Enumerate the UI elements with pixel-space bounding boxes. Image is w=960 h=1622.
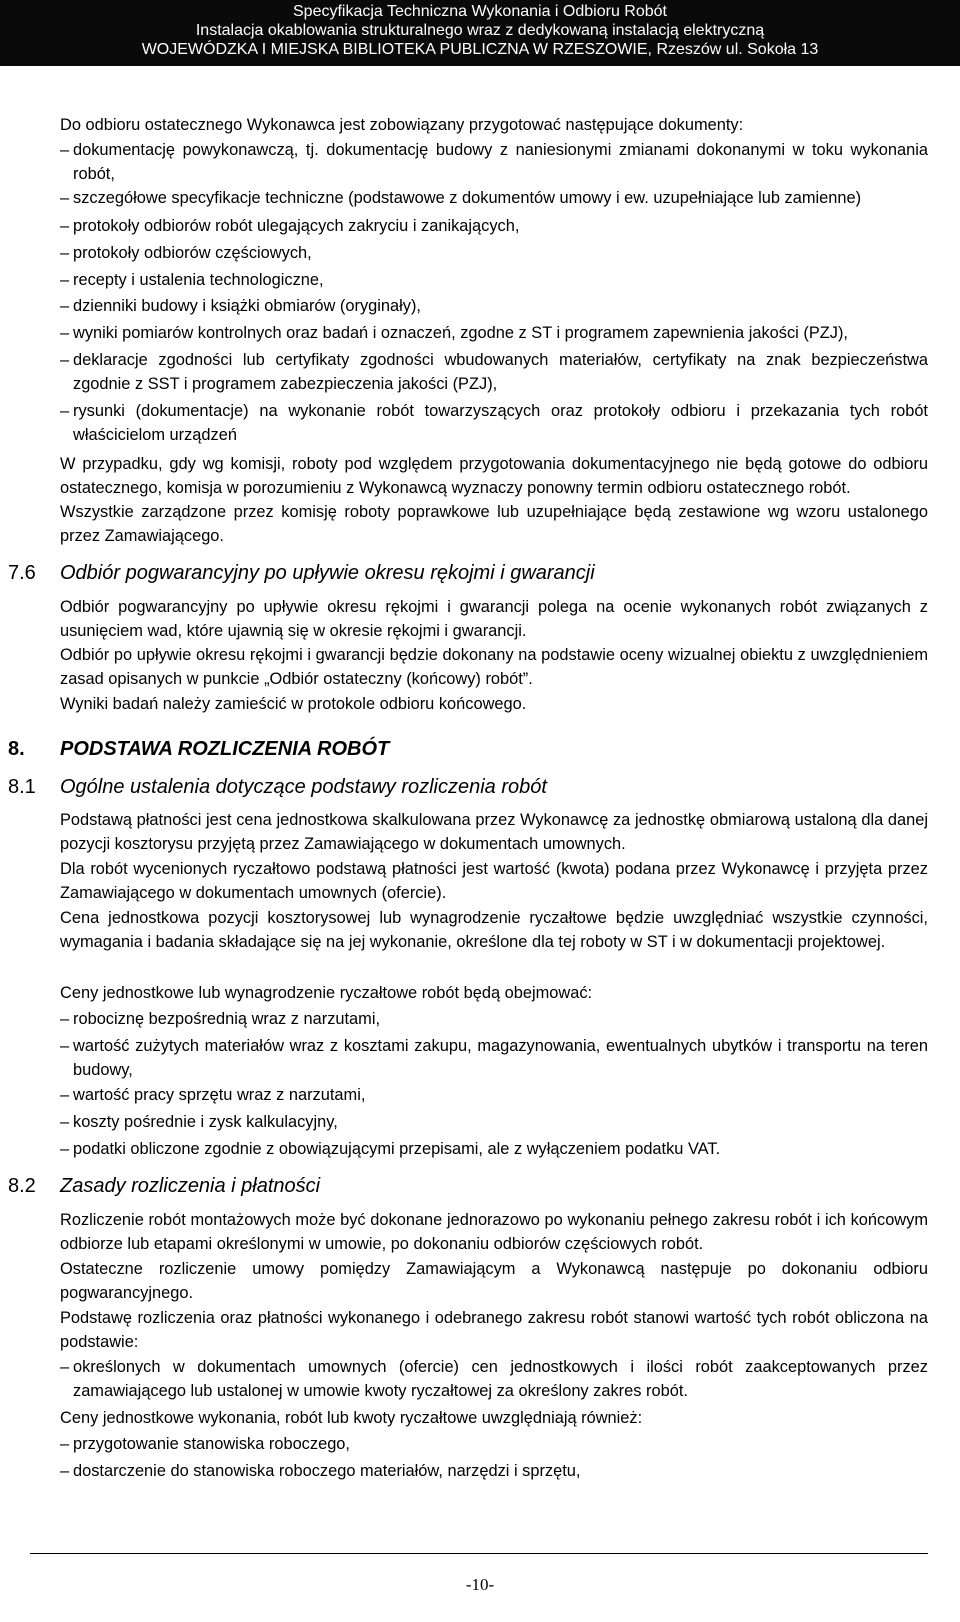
dash-bullet: – [60, 244, 70, 262]
section-heading-8: 8. PODSTAWA ROZLICZENIA ROBÓT [8, 738, 390, 760]
list-item: – recepty i ustalenia technologiczne, [60, 268, 928, 292]
header-subtitle: Instalacja okablowania strukturalnego wraz z dedykowaną instalacją elektryczną [195, 22, 765, 39]
paragraph: Rozliczenie robót montażowych może być dokonane jednorazowo po wykonaniu pełnego zakresu robót i ich końcowym odbiorze lub etapami określonymi w umowie, po dokonaniu odbiorów częściowych robót. [60, 1211, 928, 1254]
list-item: – dostarczenie do stanowiska roboczego materiałów, narzędzi i sprzętu, [60, 1459, 928, 1483]
paragraph: Ceny jednostkowe lub wynagrodzenie ryczałtowe robót będą obejmować: [60, 984, 593, 1002]
dash-bullet: – [60, 351, 70, 369]
paragraph: Wszystkie zarządzone przez komisję roboty poprawkowe lub uzupełniające będą zestawione wg wzoru ustalonego przez Zamawiającego. [60, 503, 928, 546]
dash-bullet: – [60, 271, 70, 289]
list-item: – deklaracje zgodności lub certyfikaty zgodności wbudowanych materiałów, certyfikaty na znak bezpieczeństwa zgodnie z SST i programem zabezpieczenia jakości (PZJ), [60, 348, 928, 396]
list-item: – określonych w dokumentach umownych (ofercie) cen jednostkowych i ilości robót zaakceptowanych przez zamawiającego lub ustalonej w umowie kwoty ryczałtowej za określony zakres robót. [60, 1355, 928, 1403]
dash-bullet: – [60, 1435, 70, 1453]
dash-bullet: – [60, 1010, 70, 1028]
list-item: – szczegółowe specyfikacje techniczne (podstawowe z dokumentów umowy i ew. uzupełniające lub zamienne) [60, 186, 928, 210]
list-item: – koszty pośrednie i zysk kalkulacyjny, [60, 1110, 928, 1134]
list-item: – wartość zużytych materiałów wraz z kosztami zakupu, magazynowania, ewentualnych ubytków i transportu na teren budowy, [60, 1034, 928, 1082]
dash-bullet: – [60, 1086, 70, 1104]
paragraph: Wyniki badań należy zamieścić w protokole odbioru końcowego. [60, 695, 527, 713]
list-item: – podatki obliczone zgodnie z obowiązującymi przepisami, ale z wyłączeniem podatku VAT. [60, 1137, 928, 1161]
list-item: – przygotowanie stanowiska roboczego, [60, 1432, 928, 1456]
header-location: WOJEWÓDZKA I MIEJSKA BIBLIOTEKA PUBLICZNA W RZESZOWIE, Rzeszów ul. Sokoła 13 [141, 41, 819, 58]
section-heading-7-6: 7.6 Odbiór pogwarancyjny po upływie okresu rękojmi i gwarancji [8, 562, 595, 584]
header-title: Specyfikacja Techniczna Wykonania i Odbioru Robót [293, 3, 667, 20]
paragraph: Cena jednostkowa pozycji kosztorysowej lub wynagrodzenie ryczałtowe będzie uwzględniać wszystkie czynności, wymagania i badania składające się na jej wykonanie, określone dla tej roboty w ST i w dokumentacji projektowej. [60, 909, 928, 952]
list-item: – dzienniki budowy i książki obmiarów (oryginały), [60, 294, 928, 318]
list-item: – dokumentację powykonawczą, tj. dokumentację budowy z naniesionymi zmianami dokonanymi w toku wykonania robót, [60, 138, 928, 186]
page-number: -10- [465, 1575, 495, 1594]
paragraph: Dla robót wycenionych ryczałtowo podstawą płatności jest wartość (kwota) podana przez Wykonawcę i przyjęta przez Zamawiającego w dokumentach umownych (ofercie). [60, 860, 928, 903]
dash-bullet: – [60, 1140, 70, 1158]
dash-bullet: – [60, 324, 70, 342]
dash-bullet: – [60, 1462, 70, 1480]
dash-bullet: – [60, 189, 70, 207]
dash-bullet: – [60, 1037, 70, 1055]
dash-bullet: – [60, 141, 70, 159]
paragraph: Ceny jednostkowe wykonania, robót lub kwoty ryczałtowe uwzględniają również: [60, 1409, 643, 1427]
list-item: – wartość pracy sprzętu wraz z narzutami, [60, 1083, 928, 1107]
dash-bullet: – [60, 217, 70, 235]
dash-bullet: – [60, 297, 70, 315]
documents-intro: Do odbioru ostatecznego Wykonawca jest zobowiązany przygotować następujące dokumenty: [60, 116, 744, 134]
paragraph: Odbiór po upływie okresu rękojmi i gwarancji będzie dokonany na podstawie oceny wizualnej obiektu z uwzględnieniem zasad opisanych w punkcie „Odbiór ostateczny (końcowy) robót”. [60, 646, 928, 689]
list-item: – rysunki (dokumentacje) na wykonanie robót towarzyszących oraz protokoły odbioru i przekazania tych robót właścicielom urządzeń [60, 399, 928, 447]
dash-bullet: – [60, 1358, 70, 1376]
section-heading-8-1: 8.1 Ogólne ustalenia dotyczące podstawy rozliczenia robót [8, 776, 547, 798]
paragraph: Ostateczne rozliczenie umowy pomiędzy Zamawiającym a Wykonawcą następuje po dokonaniu odbioru pogwarancyjnego. [60, 1260, 928, 1303]
list-item: – wyniki pomiarów kontrolnych oraz badań i oznaczeń, zgodne z ST i programem zapewnienia jakości (PZJ), [60, 321, 928, 345]
page-header [0, 0, 960, 66]
paragraph: W przypadku, gdy wg komisji, roboty pod względem przygotowania dokumentacyjnego nie będą gotowe do odbioru ostatecznego, komisja w porozumieniu z Wykonawcą wyznaczy ponowny termin odbioru ostatecznego robót. [60, 455, 928, 498]
list-item: – robociznę bezpośrednią wraz z narzutami, [60, 1007, 928, 1031]
paragraph: Odbiór pogwarancyjny po upływie okresu rękojmi i gwarancji polega na ocenie wykonanych robót związanych z usunięciem wad, które ujawnią się w okresie rękojmi i gwarancji. [60, 598, 928, 641]
paragraph: Podstawę rozliczenia oraz płatności wykonanego i odebranego zakresu robót stanowi wartość tych robót obliczona na podstawie: [60, 1309, 928, 1352]
dash-bullet: – [60, 402, 70, 420]
section-heading-8-2: 8.2 Zasady rozliczenia i płatności [8, 1175, 321, 1197]
paragraph: Podstawą płatności jest cena jednostkowa skalkulowana przez Wykonawcę za jednostkę obmiarową ustaloną dla danej pozycji kosztorysu przyjętą przez Zamawiającego w dokumentach umownych. [60, 811, 928, 854]
dash-bullet: – [60, 1113, 70, 1131]
footer-divider [30, 1553, 928, 1554]
list-item: – protokoły odbiorów częściowych, [60, 241, 928, 265]
list-item: – protokoły odbiorów robót ulegających zakryciu i zanikających, [60, 214, 928, 238]
